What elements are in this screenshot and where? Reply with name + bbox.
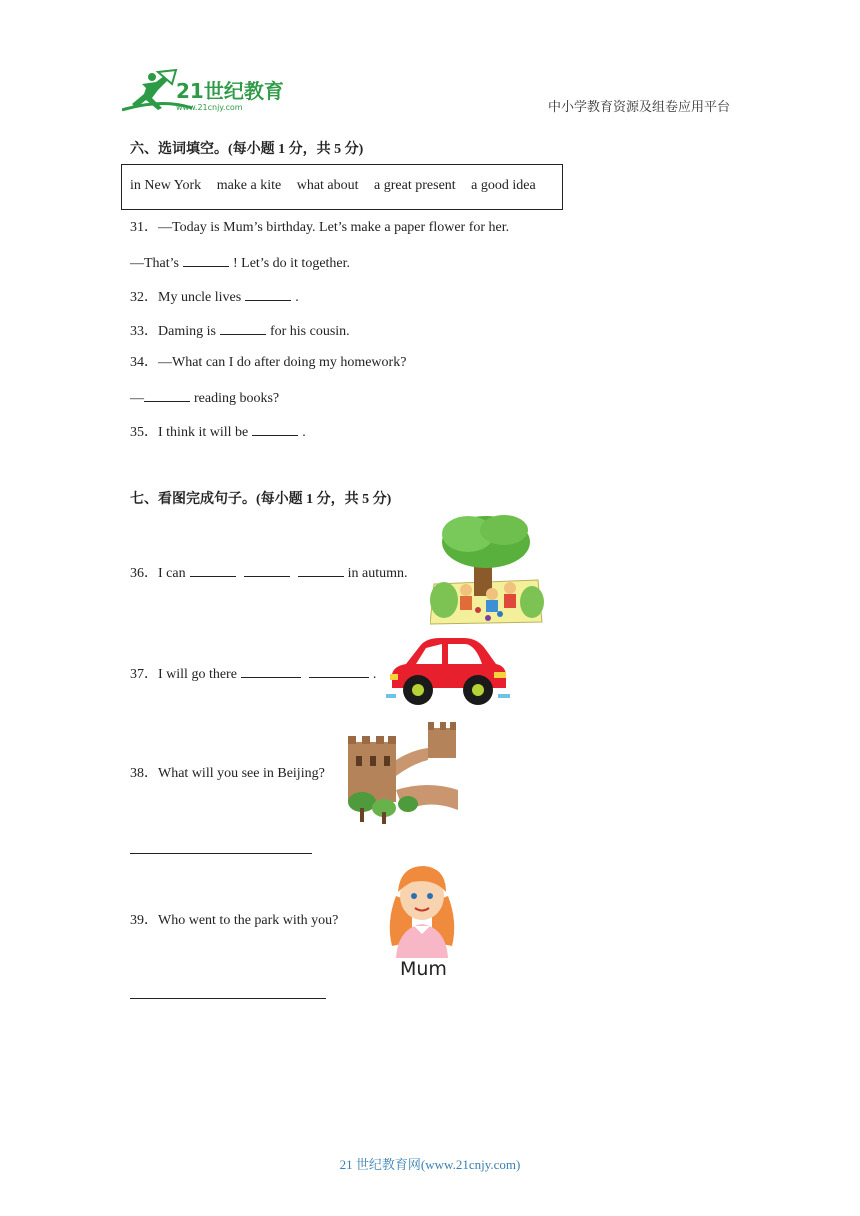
- question-34-reply: [130, 387, 279, 409]
- question-number: 39．: [130, 913, 158, 928]
- word-bank-item: what about: [296, 178, 359, 193]
- logo-url-text: www.21cnjy.com: [176, 103, 243, 112]
- question-text: I can: [158, 566, 186, 581]
- question-text: Daming is: [158, 324, 216, 339]
- question-36: [130, 562, 407, 584]
- question-32: [130, 286, 299, 308]
- question-31-reply: [130, 252, 350, 274]
- question-text: .: [372, 667, 377, 682]
- site-logo: [122, 68, 292, 114]
- question-34: [130, 353, 406, 373]
- question-35: [130, 421, 306, 443]
- question-text: I will go there: [158, 667, 237, 682]
- answer-blank[interactable]: [190, 562, 236, 577]
- word-bank-item: make a kite: [216, 178, 282, 193]
- question-number: 36．: [130, 566, 158, 581]
- question-text: in autumn.: [347, 566, 408, 581]
- logo-main-text: 21世纪教育: [176, 79, 284, 103]
- question-text: My uncle lives: [158, 290, 242, 305]
- question-31: [130, 218, 509, 238]
- question-text: —Today is Mum’s birthday. Let’s make a paper flower for her.: [158, 220, 510, 235]
- answer-blank[interactable]: [244, 562, 290, 577]
- header-tagline: 中小学教育资源及组卷应用平台: [548, 99, 731, 114]
- answer-blank[interactable]: [245, 286, 291, 301]
- question-text: I think it will be: [158, 425, 249, 440]
- answer-blank[interactable]: [144, 387, 190, 402]
- question-text: Who went to the park with you?: [158, 913, 339, 928]
- word-bank-item: in New York: [130, 178, 202, 193]
- question-number: 32．: [130, 290, 158, 305]
- question-number: 37．: [130, 667, 158, 682]
- question-number: 35．: [130, 425, 158, 440]
- question-number: 33．: [130, 324, 158, 339]
- answer-line[interactable]: [130, 998, 326, 999]
- question-text: for his cousin.: [269, 324, 350, 339]
- question-text: reading books?: [194, 391, 280, 406]
- answer-blank[interactable]: [183, 252, 229, 267]
- question-number: 38．: [130, 766, 158, 781]
- answer-blank[interactable]: [220, 320, 266, 335]
- word-bank-item: a good idea: [471, 178, 536, 193]
- question-37: [130, 663, 376, 685]
- question-text: —That’s: [130, 256, 179, 271]
- question-33: [130, 320, 350, 342]
- section6-title: 六、选词填空。(每小题 1 分，共 5 分): [130, 142, 364, 157]
- question-text: —What can I do after doing my homework?: [158, 355, 407, 370]
- answer-blank[interactable]: [241, 663, 301, 678]
- question-number: 34．: [130, 355, 158, 370]
- question-text: —: [130, 391, 144, 406]
- question-number: 31．: [130, 220, 158, 235]
- word-bank-box: [121, 164, 563, 210]
- picnic-tree-illustration: [430, 514, 546, 626]
- red-car-illustration: [386, 636, 510, 708]
- question-38: [130, 764, 325, 784]
- answer-blank[interactable]: [252, 421, 298, 436]
- question-text: ! Let’s do it together.: [233, 256, 351, 271]
- answer-blank[interactable]: [298, 562, 344, 577]
- page-footer: 21 世纪教育网(www.21cnjy.com): [339, 1157, 521, 1172]
- great-wall-illustration: [348, 720, 458, 824]
- question-39: [130, 911, 338, 931]
- answer-line[interactable]: [130, 853, 312, 854]
- word-bank-item: a great present: [374, 178, 456, 193]
- question-text: .: [295, 290, 299, 305]
- mum-illustration: [382, 862, 462, 958]
- question-text: .: [302, 425, 306, 440]
- mum-image-label: Mum: [400, 958, 447, 980]
- answer-blank[interactable]: [309, 663, 369, 678]
- section7-title: 七、看图完成句子。(每小题 1 分，共 5 分): [130, 492, 392, 507]
- question-text: What will you see in Beijing?: [158, 766, 325, 781]
